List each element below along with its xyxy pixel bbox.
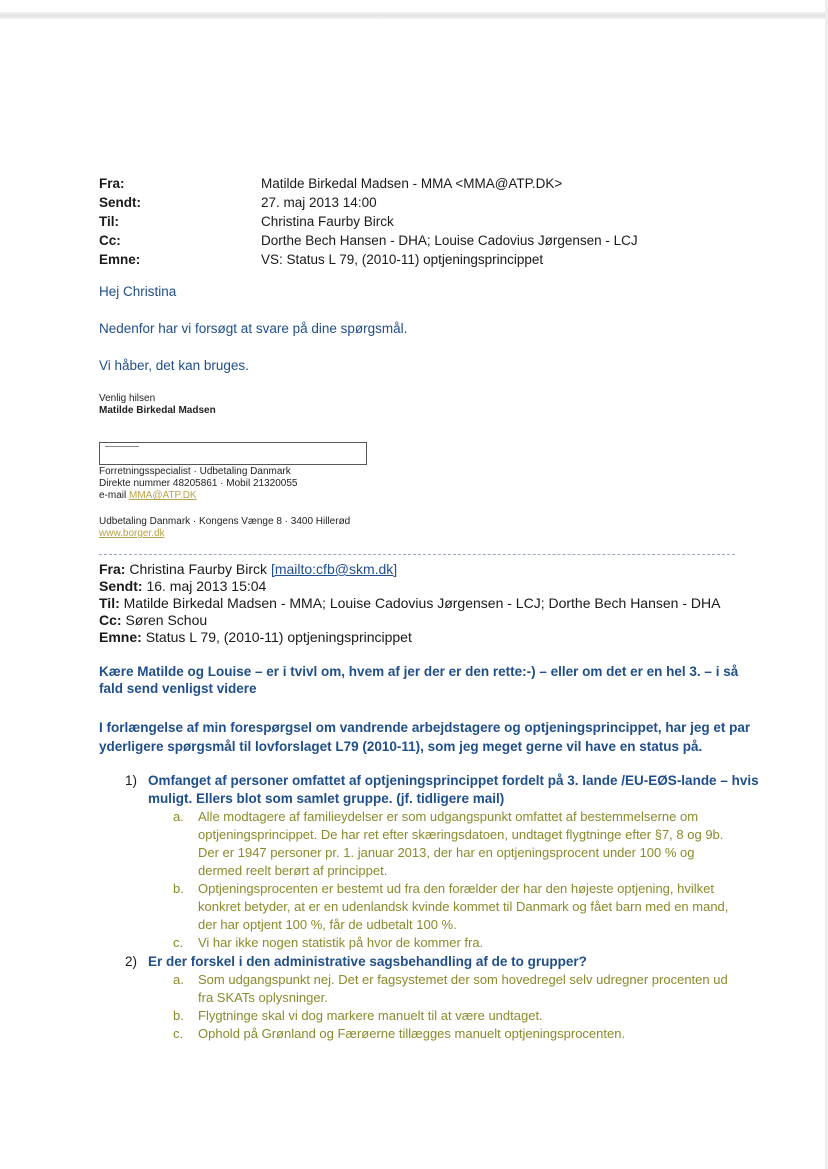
intro-line-1: Kære Matilde og Louise – er i tvivl om, hvem af jer der er den rette:-) – eller om det er en hel 3. – i så: [99, 664, 739, 679]
forwarded-to-value: Matilde Birkedal Madsen - MMA; Louise Cadovius Jørgensen - LCJ; Dorthe Bech Hansen - DHA: [123, 595, 721, 611]
forwarded-from-label: Fra:: [99, 561, 126, 577]
forwarded-subject-row: [99, 629, 739, 646]
answer-1c: [173, 934, 738, 952]
forwarded-sent-value: 16. maj 2013 15:04: [146, 578, 267, 594]
intro-line-2: fald send venligst videre: [99, 681, 257, 696]
signature-website-link[interactable]: www.borger.dk: [99, 528, 165, 539]
forwarded-mailto-link[interactable]: [mailto:cfb@skm.dk]: [270, 561, 398, 577]
forwarded-from-row: [99, 561, 739, 578]
reply-greeting: Hej Christina: [99, 284, 177, 299]
question-2-number: 2): [125, 954, 138, 969]
signature-email-label: e-mail: [99, 490, 130, 501]
signature-email-line: [99, 490, 197, 502]
answer-2c: [173, 1025, 738, 1043]
answer-2b: [173, 1007, 738, 1025]
answer-1a-letter: a.: [173, 809, 184, 824]
email-header: [99, 174, 739, 269]
signature-website-line: [99, 528, 165, 540]
question-1-number: 1): [125, 773, 138, 788]
answer-1a: [173, 808, 738, 880]
forward-divider: [99, 554, 735, 555]
signature-name: Matilde Birkedal Madsen: [99, 405, 216, 416]
forwarded-cc-label: Cc:: [99, 612, 122, 628]
header-sent-value: 27. maj 2013 14:00: [261, 195, 377, 210]
signature-email-link[interactable]: MMA@ATP.DK: [129, 490, 197, 501]
answer-2c-letter: c.: [173, 1026, 184, 1041]
answer-1b-text: Optjeningsprocenten er bestemt ud fra den forælder der har den højeste optjening, hvilket konkret betyder, at er en udenlandsk kvinde kommet til Danmark og fået barn med en mand, der har optjent 100 %, får de udbetalt 100 %.: [198, 881, 729, 932]
reply-line-1: Nedenfor har vi forsøgt at svare på dine spørgsmål.: [99, 321, 408, 336]
scan-top-edge: [0, 12, 828, 19]
forwarded-sent-row: [99, 578, 739, 595]
forwarded-from-value: Christina Faurby Birck: [129, 561, 268, 577]
header-subject-label: Emne:: [99, 252, 141, 267]
header-to-value: Christina Faurby Birck: [261, 214, 394, 229]
forwarded-to-label: Til:: [99, 595, 120, 611]
question-2-line-1: [125, 953, 587, 971]
answer-1b-letter: b.: [173, 881, 184, 896]
forwarded-subject-label: Emne:: [99, 629, 142, 645]
forwarded-cc-row: [99, 612, 739, 629]
header-subject-row: [99, 250, 739, 269]
signature-address: Udbetaling Danmark · Kongens Vænge 8 · 3400 Hillerød: [99, 516, 351, 527]
header-sent-row: [99, 193, 739, 212]
question-1-text-1: Omfanget af personer omfattet af optjeningsprincippet fordelt på 3. lande /EU-EØS-lande – hvis: [148, 773, 759, 788]
forwarded-subject-value: Status L 79, (2010-11) optjeningsprincippet: [145, 629, 412, 645]
header-from-value: Matilde Birkedal Madsen - MMA <MMA@ATP.DK>: [261, 176, 563, 191]
header-to-label: Til:: [99, 214, 119, 229]
question-1-text-2: muligt. Ellers blot som samlet gruppe. (jf. tidligere mail): [148, 791, 505, 806]
answer-2a: [173, 971, 738, 1007]
header-sent-label: Sendt:: [99, 195, 141, 210]
header-cc-row: [99, 231, 739, 250]
answer-1a-text: Alle modtagere af familieydelser er som udgangspunkt omfattet af bestemmelserne om optjeningsprincippet. De har ret efter skæringsdatoen, undtaget flygtninge efter §7, 8 og 9b. Der er 1947 personer pr. 1. januar 2013, der har en optjeningsprocent under 100 % og dermed reelt berørt af princippet.: [198, 809, 724, 878]
answer-1c-text: Vi har ikke nogen statistik på hvor de kommer fra.: [198, 935, 484, 950]
question-2-text: Er der forskel i den administrative sagsbehandling af de to grupper?: [148, 954, 587, 969]
header-to-row: [99, 212, 739, 231]
forwarded-header: [99, 561, 739, 646]
signature-title: Forretningsspecialist · Udbetaling Danmark: [99, 466, 291, 477]
request-line-2: yderligere spørgsmål til lovforslaget L79 (2010-11), som jeg meget gerne vil have en status på.: [99, 739, 703, 754]
header-from-label: Fra:: [99, 176, 125, 191]
header-cc-label: Cc:: [99, 233, 121, 248]
answer-1b: [173, 880, 738, 934]
answer-2b-letter: b.: [173, 1008, 184, 1023]
header-from-row: [99, 174, 739, 193]
request-line-1: I forlængelse af min forespørgsel om vandrende arbejdstagere og optjeningsprincippet, har jeg et par: [99, 720, 751, 735]
forwarded-sent-label: Sendt:: [99, 578, 143, 594]
reply-line-2: Vi håber, det kan bruges.: [99, 358, 249, 373]
forwarded-to-row: [99, 595, 739, 612]
header-cc-value: Dorthe Bech Hansen - DHA; Louise Cadovius Jørgensen - LCJ: [261, 233, 638, 248]
header-subject-value: VS: Status L 79, (2010-11) optjeningsprincippet: [261, 252, 544, 267]
answer-2a-letter: a.: [173, 972, 184, 987]
signature-closing: Venlig hilsen: [99, 393, 156, 404]
answer-1c-letter: c.: [173, 935, 184, 950]
forwarded-cc-value: Søren Schou: [125, 612, 208, 628]
answer-2b-text: Flygtninge skal vi dog markere manuelt til at være undtaget.: [198, 1008, 543, 1023]
answer-2c-text: Ophold på Grønland og Færøerne tillægges manuelt optjeningsprocenten.: [198, 1026, 626, 1041]
signature-logo-box: [99, 442, 367, 465]
signature-phones: Direkte nummer 48205861 · Mobil 21320055: [99, 478, 298, 489]
answer-2a-text: Som udgangspunkt nej. Det er fagsystemet der som hovedregel selv udregner procenten ud fra SKATs oplysninger.: [198, 972, 728, 1005]
question-1-line-1: [125, 772, 759, 790]
